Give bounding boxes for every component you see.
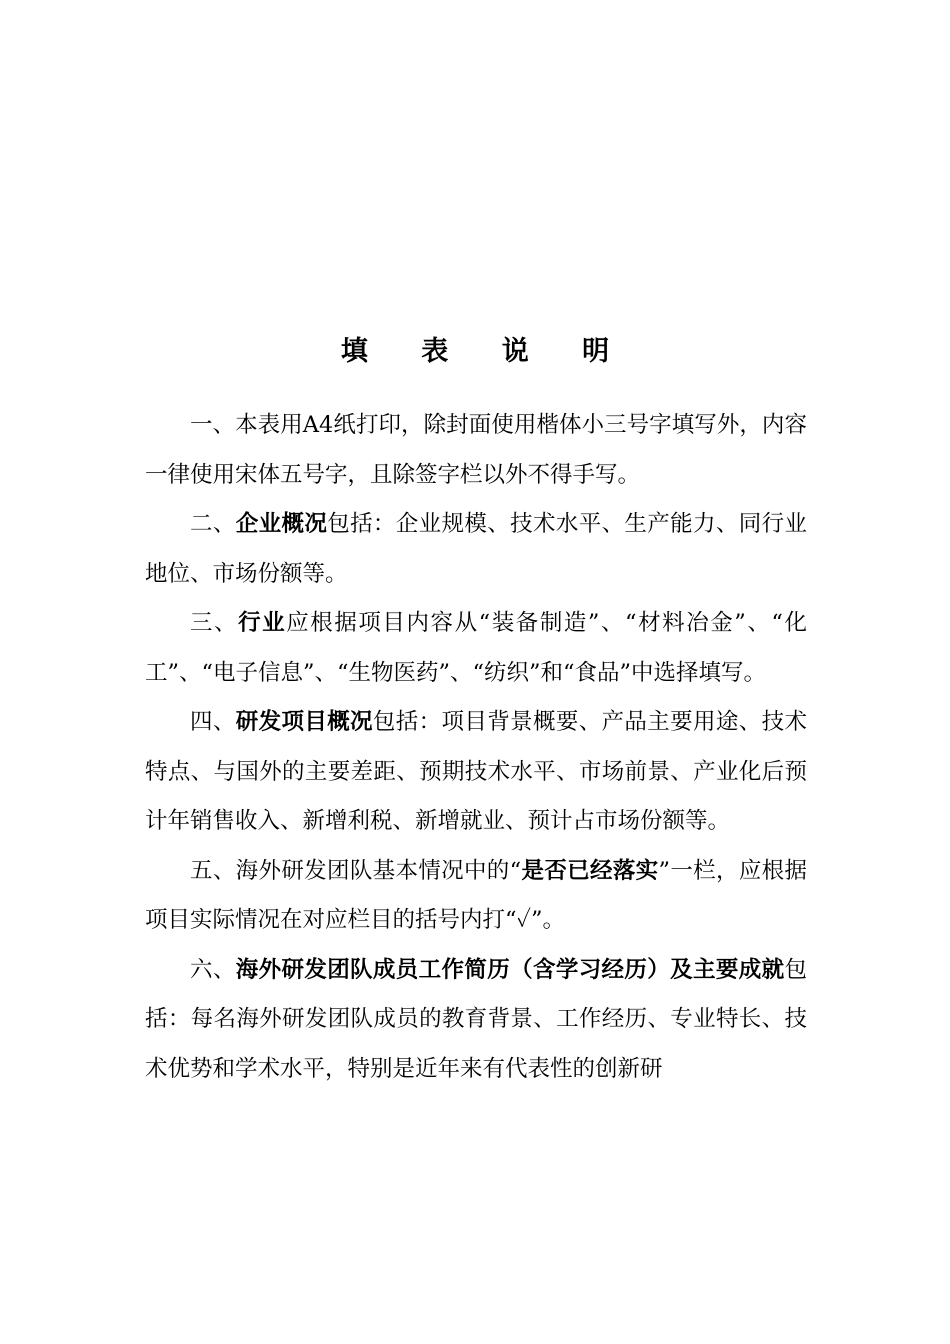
paragraph-6-prefix: 六、: [190, 956, 236, 983]
paragraph-4-prefix: 四、: [190, 709, 236, 735]
paragraph-3-term: 行业: [238, 610, 287, 636]
paragraph-6-term: 海外研发团队成员工作简历（含学习经历）及主要成就: [235, 956, 785, 983]
paragraph-5-term: 是否已经落实: [521, 857, 659, 884]
instruction-paragraph-6: [145, 946, 807, 1095]
instruction-paragraph-1: [145, 401, 807, 500]
paragraph-2-term: 企业概况: [235, 511, 328, 537]
document-title: 填 表 说 明: [340, 336, 632, 367]
paragraph-1-text: 一、本表用A4纸打印，除封面使用楷体小三号字填写外，内容一律使用宋体五号字，且除签字栏以外不得手写。: [145, 412, 807, 488]
paragraph-6-text: 包括：每名海外研发团队成员的教育背景、工作经历、专业特长、技术优势和学术水平，特别是近年来有代表性的创新研: [145, 956, 807, 1082]
paragraph-2-text: 包括：企业规模、技术水平、生产能力、同行业地位、市场份额等。: [145, 511, 807, 587]
instruction-paragraph-2: [145, 500, 807, 599]
paragraph-5-text: ”一栏，应根据项目实际情况在对应栏目的括号内打“✓”。: [145, 857, 807, 933]
instruction-paragraph-4: [145, 698, 807, 847]
instruction-paragraph-5: [145, 847, 807, 946]
paragraph-4-term: 研发项目概况: [235, 709, 373, 735]
paragraph-2-prefix: 二、: [190, 511, 236, 537]
paragraph-5-prefix: 五、海外研发团队基本情况中的“: [190, 857, 522, 884]
document-body: [145, 401, 807, 1094]
paragraph-3-text: 应根据项目内容从“装备制造”、“材料冶金”、“化工”、“电子信息”、“生物医药”、“纺织”和“食品”中选择填写。: [145, 610, 807, 686]
paragraph-3-prefix: 三、: [190, 610, 239, 636]
paragraph-4-text: 包括：项目背景概要、产品主要用途、技术特点、与国外的主要差距、预期技术水平、市场前景、产业化后预计年销售收入、新增利税、新增就业、预计占市场份额等。: [145, 709, 807, 834]
instruction-paragraph-3: [145, 599, 807, 698]
